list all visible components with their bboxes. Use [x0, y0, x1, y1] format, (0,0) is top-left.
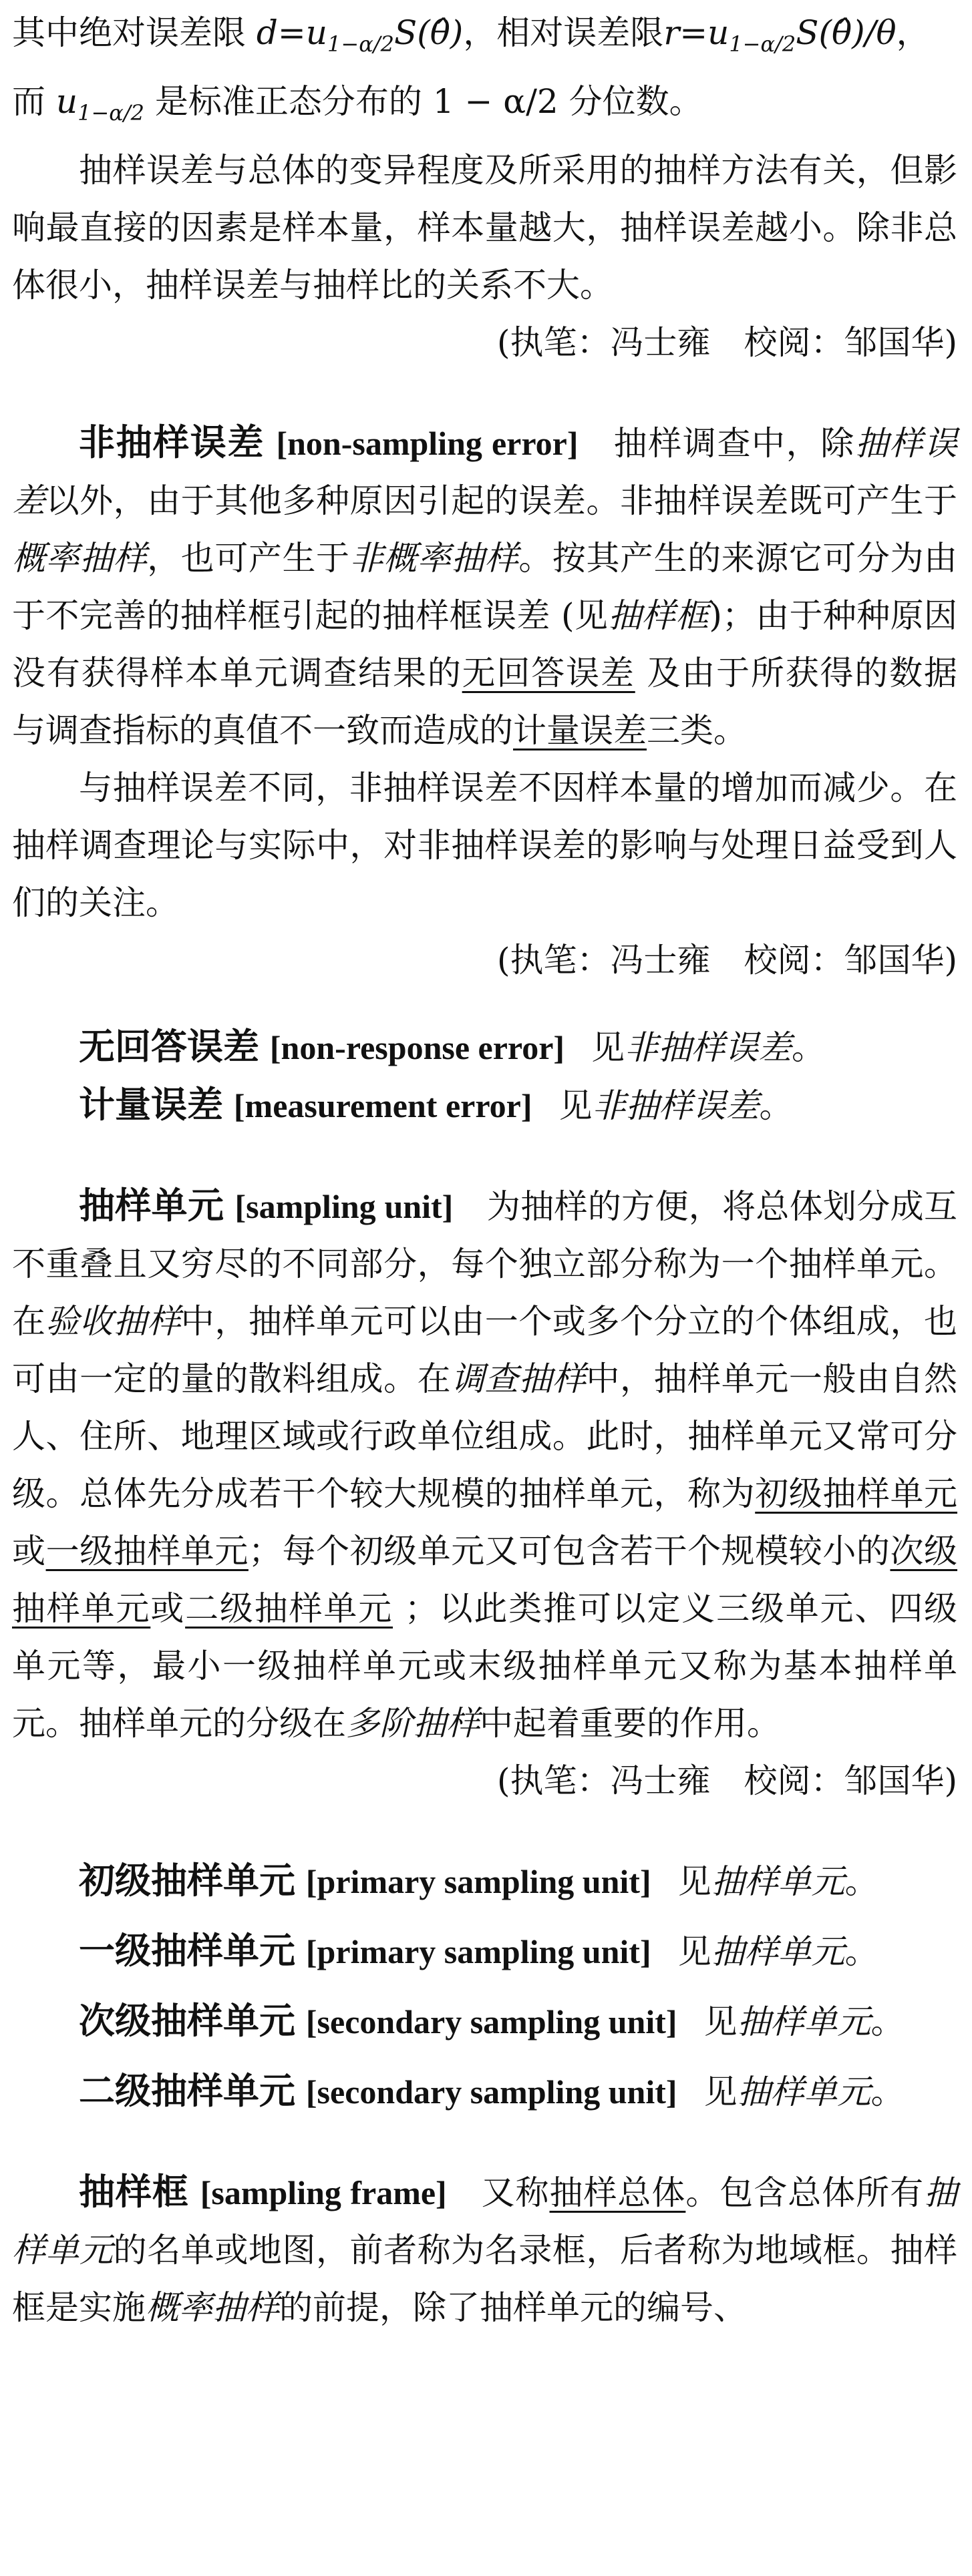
cross-ref[interactable]: 调查抽样	[451, 1359, 587, 1398]
text-run: 是标准正态分布的 1 − α/2 分位数。	[144, 82, 703, 121]
entry-measurement-error: 计量误差 [measurement error] 见非抽样误差。	[79, 1084, 793, 1126]
cross-ref[interactable]: 抽样单元	[737, 2002, 871, 2041]
cross-ref[interactable]: 抽样框	[608, 596, 709, 635]
entry-term-en: [primary sampling unit]	[305, 1933, 651, 1970]
entry-first-stage-unit: 一级抽样单元 [primary sampling unit] 见抽样单元。	[79, 1930, 878, 1972]
entry-term-cn: 二级抽样单元	[79, 2070, 295, 2112]
entry-term-en: [sampling unit]	[234, 1188, 454, 1225]
cross-ref[interactable]: 抽样单元	[12, 2173, 958, 2270]
cross-ref[interactable]: 非抽样误差	[625, 1028, 792, 1067]
entry-term-cn: 一级抽样单元	[79, 1930, 295, 1972]
signature: (执笔：冯士雍 校阅：邹国华)	[496, 1761, 957, 1800]
entry-term-cn: 次级抽样单元	[79, 2000, 295, 2042]
entry-primary-sampling-unit: 初级抽样单元 [primary sampling unit] 见抽样单元。	[79, 1860, 878, 1902]
text-run: 而	[12, 82, 56, 121]
text-run: ，相对误差限	[463, 13, 664, 52]
entry-sampling-unit: 抽样单元 [sampling unit] 为抽样的方便，将总体划分成互不重叠且又穷尽的不同部分，每个独立部分称为一个抽样单元。在验收抽样中，抽样单元可以由一个或多个分立的个体组成，也可由一定的量的散料组成。在调查抽样中，抽样单元一般由自然人、住所、地理区域或行政单位组成。此时，抽样单元又常可分级。总体先分成若干个较大规模的抽样单元，称为初级抽样单元或一级抽样单元；每个初级单元又可包含若干个规模较小的次级抽样单元或二级抽样单元 ；以此类推可以定义三级单元、四级单元等，最小一级抽样单元或末级抽样单元又称为基本抽样单元。抽样单元的分级在多阶抽样中起着重要的作用。	[12, 1185, 958, 1743]
entry-secondary-sampling-unit: 次级抽样单元 [secondary sampling unit] 见抽样单元。	[79, 2000, 905, 2042]
entry-term-en: [secondary sampling unit]	[305, 2003, 677, 2041]
text-run: ，	[896, 13, 930, 52]
paragraph: 抽样误差与总体的变异程度及所采用的抽样方法有关，但影响最直接的因素是样本量，样本量越大，抽样误差越小。除非总体很小，抽样误差与抽样比的关系不大。	[12, 151, 957, 304]
cross-ref[interactable]: 抽样单元	[737, 2073, 871, 2111]
text-run: 其中绝对误差限	[12, 13, 257, 52]
cross-ref[interactable]: 多阶抽样	[346, 1704, 480, 1743]
entry-term-cn: 无回答误差	[79, 1026, 259, 1068]
math-d: $d=u_{1-\alpha/2}S(\thetâ)$	[256, 13, 464, 57]
cross-ref[interactable]: 抽样单元	[711, 1932, 845, 1971]
entry-term-cn: 初级抽样单元	[79, 1860, 295, 1902]
entry-non-sampling-error: 非抽样误差 [non-sampling error] 抽样调查中，除抽样误差以外，由于其他多种原因引起的误差。非抽样误差既可产生于概率抽样，也可产生于非概率抽样。按其产生的来源它可分为由于不完善的抽样框引起的抽样框误差 (见抽样框)；由于种种原因没有获得样本单元调查结果的无回答误差 及由于所获得的数据与调查指标的真值不一致而造成的计量误差三类。	[12, 421, 958, 750]
math-u: $u_{1-\alpha/2}$	[55, 82, 145, 126]
entry-term-cn: 计量误差	[79, 1084, 223, 1126]
cross-ref[interactable]: 非概率抽样	[349, 539, 519, 578]
math-r: $r=u_{1-\alpha/2}S(\thetâ)/\theta$	[663, 13, 897, 57]
entry-term-en: [non-sampling error]	[276, 425, 579, 462]
cross-ref[interactable]: 验收抽样	[45, 1302, 181, 1341]
signature: (执笔：冯士雍 校阅：邹国华)	[496, 941, 957, 980]
cross-ref[interactable]: 概率抽样	[146, 2288, 279, 2327]
entry-term-cn: 非抽样误差	[79, 421, 265, 463]
paragraph: 与抽样误差不同，非抽样误差不因样本量的增加而减少。在抽样调查理论与实际中，对非抽样误差的影响与处理日益受到人们的关注。	[12, 769, 957, 922]
formula-paragraph	[12, 4, 957, 142]
entry-sampling-frame: 抽样框 [sampling frame] 又称抽样总体。包含总体所有抽样单元的名单或地图，前者称为名录框，后者称为地域框。抽样框是实施概率抽样的前提，除了抽样单元的编号、	[12, 2171, 958, 2327]
entry-term-cn: 抽样单元	[79, 1185, 224, 1227]
entry-term-en: [non-response error]	[269, 1029, 565, 1066]
entry-term-en: [secondary sampling unit]	[305, 2073, 677, 2111]
underlined-link[interactable]: 次级抽样单元	[12, 1532, 958, 1628]
cross-ref[interactable]: 非抽样误差	[592, 1086, 760, 1125]
entry-second-stage-unit: 二级抽样单元 [secondary sampling unit] 见抽样单元。	[79, 2070, 905, 2112]
entry-term-en: [sampling frame]	[200, 2174, 447, 2211]
underlined-link[interactable]: 计量误差	[513, 711, 647, 750]
entry-non-response-error: 无回答误差 [non-response error] 见非抽样误差。	[79, 1026, 826, 1068]
cross-ref[interactable]: 概率抽样	[12, 539, 148, 578]
cross-ref[interactable]: 抽样单元	[711, 1862, 845, 1901]
underlined-link[interactable]: 一级抽样单元	[45, 1532, 249, 1570]
underlined-link[interactable]: 初级抽样单元	[755, 1474, 958, 1513]
cross-ref[interactable]: 抽样误差	[12, 424, 958, 520]
entry-term-en: [primary sampling unit]	[305, 1863, 651, 1900]
underlined-link[interactable]: 无回答误差	[462, 654, 635, 692]
underlined-link[interactable]: 二级抽样单元	[185, 1589, 393, 1628]
signature: (执笔：冯士雍 校阅：邹国华)	[496, 323, 957, 362]
entry-term-cn: 抽样框	[79, 2171, 189, 2213]
underlined-link[interactable]: 抽样总体	[549, 2173, 686, 2212]
entry-term-en: [measurement error]	[233, 1087, 532, 1124]
